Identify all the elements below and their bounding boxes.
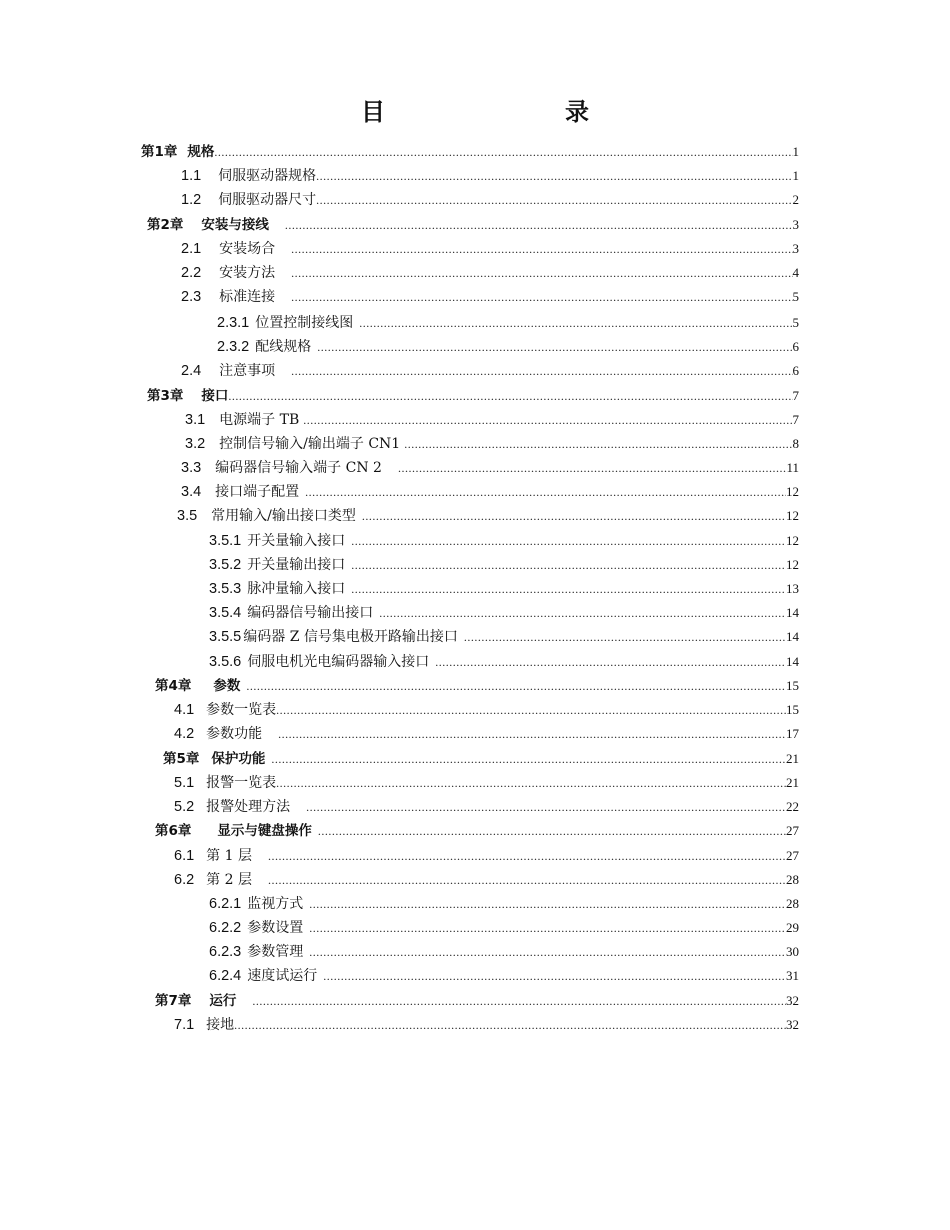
dot-leader [214,143,792,161]
toc-entry-page: 1 [792,168,799,183]
dot-leader [316,191,792,209]
dot-leader [291,240,792,258]
toc-entry-number: 第6章 [155,823,192,839]
dot-leader [362,507,786,525]
toc-entry-number: 3.4 [181,484,202,500]
dot-leader [398,459,787,477]
toc-entry-number: 3.5.3 [209,581,242,597]
toc-entry-page: 6 [792,339,799,354]
toc-entry-label: 接口 [201,388,229,404]
toc-entry[interactable] [217,310,799,332]
toc-entry-label: 常用输入/输出接口类型 [211,508,356,524]
toc-entry-number: 3.1 [185,412,206,428]
toc-entry-page: 5 [792,315,799,330]
dot-leader [435,653,786,671]
dot-leader [252,992,786,1010]
toc-entry-page: 28 [786,896,799,911]
dot-leader [404,435,792,453]
toc-entry[interactable] [181,284,799,306]
toc-entry-label: 伺服驱动器尺寸 [218,192,317,208]
toc-entry-label: 安装方法 [219,265,276,281]
toc-entry[interactable] [174,697,799,719]
toc-entry-page: 14 [786,605,799,620]
toc-entry-page: 2 [792,192,799,207]
toc-entry-page: 30 [786,944,799,959]
page-title: 目 录 [361,98,633,126]
toc-entry[interactable] [155,988,799,1010]
toc-entry-number: 1.2 [181,192,202,208]
toc-entry-label: 参数功能 [206,726,263,742]
toc-entry[interactable] [163,746,799,768]
toc-entry-label: 报警一览表 [206,775,277,791]
toc-entry-page: 8 [792,436,799,451]
dot-leader [228,387,792,405]
toc-entry-number: 1.1 [181,168,202,184]
toc-entry-label: 伺服电机光电编码器输入接口 [247,654,430,670]
toc-entry-label: 配线规格 [255,339,312,355]
dot-leader [309,919,786,937]
toc-entry-number: 5.1 [174,775,195,791]
toc-entry-number: 3.5.6 [209,654,242,670]
dot-leader [276,701,786,719]
toc-entry[interactable] [155,818,799,840]
toc-entry-label: 参数管理 [247,944,304,960]
toc-entry-number: 4.2 [174,726,195,742]
toc-entry-number: 第5章 [163,751,200,767]
toc-entry-page: 32 [786,993,799,1008]
toc-entry-number: 2.3.1 [217,315,250,331]
toc-entry-number: 6.2.4 [209,968,242,984]
toc-entry-label: 安装与接线 [201,217,269,233]
toc-entry[interactable] [209,963,799,985]
dot-leader [271,750,786,768]
toc-entry-label: 接口端子配置 [215,484,300,500]
toc-entry-number: 6.2.1 [209,896,242,912]
dot-leader [464,628,786,646]
dot-leader [246,677,786,695]
toc-entry-page: 12 [786,484,799,499]
toc-entry[interactable] [141,139,799,161]
toc-entry[interactable] [181,163,799,185]
toc-entry[interactable] [209,939,799,961]
toc-entry-page: 15 [786,678,799,693]
toc-entry-label: 电源端子 TB [219,412,300,428]
toc-entry-page: 12 [786,557,799,572]
toc-entry-label: 参数设置 [247,920,304,936]
toc-entry[interactable] [217,334,799,356]
toc-entry-label: 脉冲量输入接口 [247,581,346,597]
toc-entry-number: 6.2.3 [209,944,242,960]
toc-entry-label: 标准连接 [219,289,276,305]
dot-leader [316,167,792,185]
toc-entry-label: 规格 [187,144,215,160]
dot-leader [291,264,792,282]
toc-entry-page: 3 [792,217,799,232]
toc-entry[interactable] [209,624,799,646]
toc-entry-page: 13 [786,581,799,596]
toc-entry-label: 第 2 层 [206,872,252,888]
toc-entry-label: 运行 [209,993,237,1009]
dot-leader [291,288,792,306]
dot-leader [268,847,786,865]
toc-entry[interactable] [181,358,799,380]
dot-leader [309,943,786,961]
toc-entry[interactable] [209,552,799,574]
toc-entry[interactable] [209,600,799,622]
toc-entry[interactable] [185,407,799,429]
toc-entry-number: 6.2 [174,872,195,888]
toc-entry[interactable] [209,576,799,598]
toc-entry[interactable] [174,867,799,889]
toc-entry-number: 4.1 [174,702,195,718]
toc-entry-number: 3.2 [185,436,206,452]
toc-entry[interactable] [185,431,799,453]
toc-entry-page: 7 [792,412,799,427]
dot-leader [323,967,786,985]
toc-entry-number: 3.5 [177,508,198,524]
toc-entry-page: 15 [786,702,799,717]
toc-entry[interactable] [181,479,799,501]
toc-entry[interactable] [209,528,799,550]
toc-entry-label: 编码器信号输出接口 [247,605,374,621]
toc-entry-number: 3.5.1 [209,533,242,549]
toc-entry[interactable] [209,649,799,671]
toc-entry-page: 17 [786,726,799,741]
toc-entry-label: 接地 [206,1017,235,1033]
toc-entry-label: 编码器信号输入端子 CN 2 [215,460,382,476]
toc-entry-page: 29 [786,920,799,935]
dot-leader [276,774,786,792]
toc-entry-label: 控制信号输入/输出端子 CN1 [219,436,401,452]
toc-entry-page: 27 [786,823,799,838]
toc-entry-number: 第4章 [155,678,192,694]
toc-entry-number: 5.2 [174,799,195,815]
dot-leader [318,822,786,840]
toc-entry[interactable] [174,1012,799,1034]
toc-entry[interactable] [147,212,799,234]
dot-leader [351,580,786,598]
toc-entry[interactable] [209,891,799,913]
dot-leader [309,895,786,913]
dot-leader [379,604,786,622]
toc-entry[interactable] [174,794,799,816]
toc-entry-label: 报警处理方法 [206,799,291,815]
toc-entry-number: 2.3.2 [217,339,250,355]
toc-entry-number: 2.4 [181,363,202,379]
toc-entry-number: 6.2.2 [209,920,242,936]
toc-entry-label: 保护功能 [211,751,266,767]
toc-entry-page: 22 [786,799,799,814]
toc-entry[interactable] [177,503,799,525]
toc-entry-page: 5 [792,289,799,304]
toc-entry-page: 14 [786,654,799,669]
toc-entry-page: 21 [786,751,799,766]
toc-entry-number: 第7章 [155,993,192,1009]
toc-entry[interactable] [181,260,799,282]
toc-entry-number: 3.5.4 [209,605,242,621]
dot-leader [306,798,786,816]
toc-entry-number: 第1章 [141,144,178,160]
dot-leader [305,483,786,501]
toc-entry-label: 伺服驱动器规格 [218,168,317,184]
toc-entry-number: 6.1 [174,848,195,864]
toc-entry-number: 第2章 [147,217,184,233]
toc-entry-page: 1 [792,144,799,159]
toc-entry-label: 位置控制接线图 [255,315,354,331]
toc-entry-label: 开关量输出接口 [247,557,346,573]
toc-entry-number: 3.5.2 [209,557,242,573]
toc-entry-number: 2.1 [181,241,202,257]
dot-leader [317,338,792,356]
toc-entry[interactable] [181,236,799,258]
toc-entry-page: 4 [792,265,799,280]
toc-entry[interactable] [174,721,799,743]
toc-entry-page: 21 [786,775,799,790]
toc-entry-number: 7.1 [174,1017,195,1033]
dot-leader [351,556,786,574]
dot-leader [351,532,786,550]
toc-entry-page: 32 [786,1017,799,1032]
toc-entry-label: 编码器 Z 信号集电极开路输出接口 [243,629,458,645]
dot-leader [278,725,786,743]
dot-leader [291,362,792,380]
toc-entry[interactable] [181,187,799,209]
toc-entry[interactable] [147,383,799,405]
toc-entry[interactable] [155,673,799,695]
toc-entry[interactable] [181,455,799,477]
dot-leader [285,216,793,234]
toc-entry-page: 27 [786,848,799,863]
toc-entry-number: 2.2 [181,265,202,281]
toc-entry-label: 安装场合 [219,241,276,257]
toc-entry-page: 12 [786,533,799,548]
toc-entry-label: 监视方式 [247,896,304,912]
dot-leader [303,411,792,429]
toc-entry-label: 开关量输入接口 [247,533,346,549]
toc-entry-page: 28 [786,872,799,887]
toc-entry-label: 速度试运行 [247,968,318,984]
dot-leader [234,1016,786,1034]
toc-entry[interactable] [209,915,799,937]
toc-entry[interactable] [174,843,799,865]
toc-entry-page: 14 [786,629,799,644]
toc-entry-page: 7 [792,388,799,403]
toc-entry-number: 第3章 [147,388,184,404]
toc-entry-number: 3.5.5 [209,629,242,645]
toc-entry-label: 参数一览表 [206,702,277,718]
toc-entry-label: 第 1 层 [206,848,252,864]
toc-entry-label: 显示与键盘操作 [217,823,312,839]
toc-entry-number: 3.3 [181,460,202,476]
toc-entry-number: 2.3 [181,289,202,305]
toc-entry-page: 31 [786,968,799,983]
toc-entry-page: 12 [786,508,799,523]
dot-leader [359,314,792,332]
toc-entry-label: 注意事项 [219,363,276,379]
toc-entry[interactable] [174,770,799,792]
toc-entry-page: 11 [786,460,799,475]
toc-entry-page: 6 [792,363,799,378]
toc-entry-label: 参数 [213,678,241,694]
dot-leader [268,871,786,889]
toc-entry-page: 3 [792,241,799,256]
